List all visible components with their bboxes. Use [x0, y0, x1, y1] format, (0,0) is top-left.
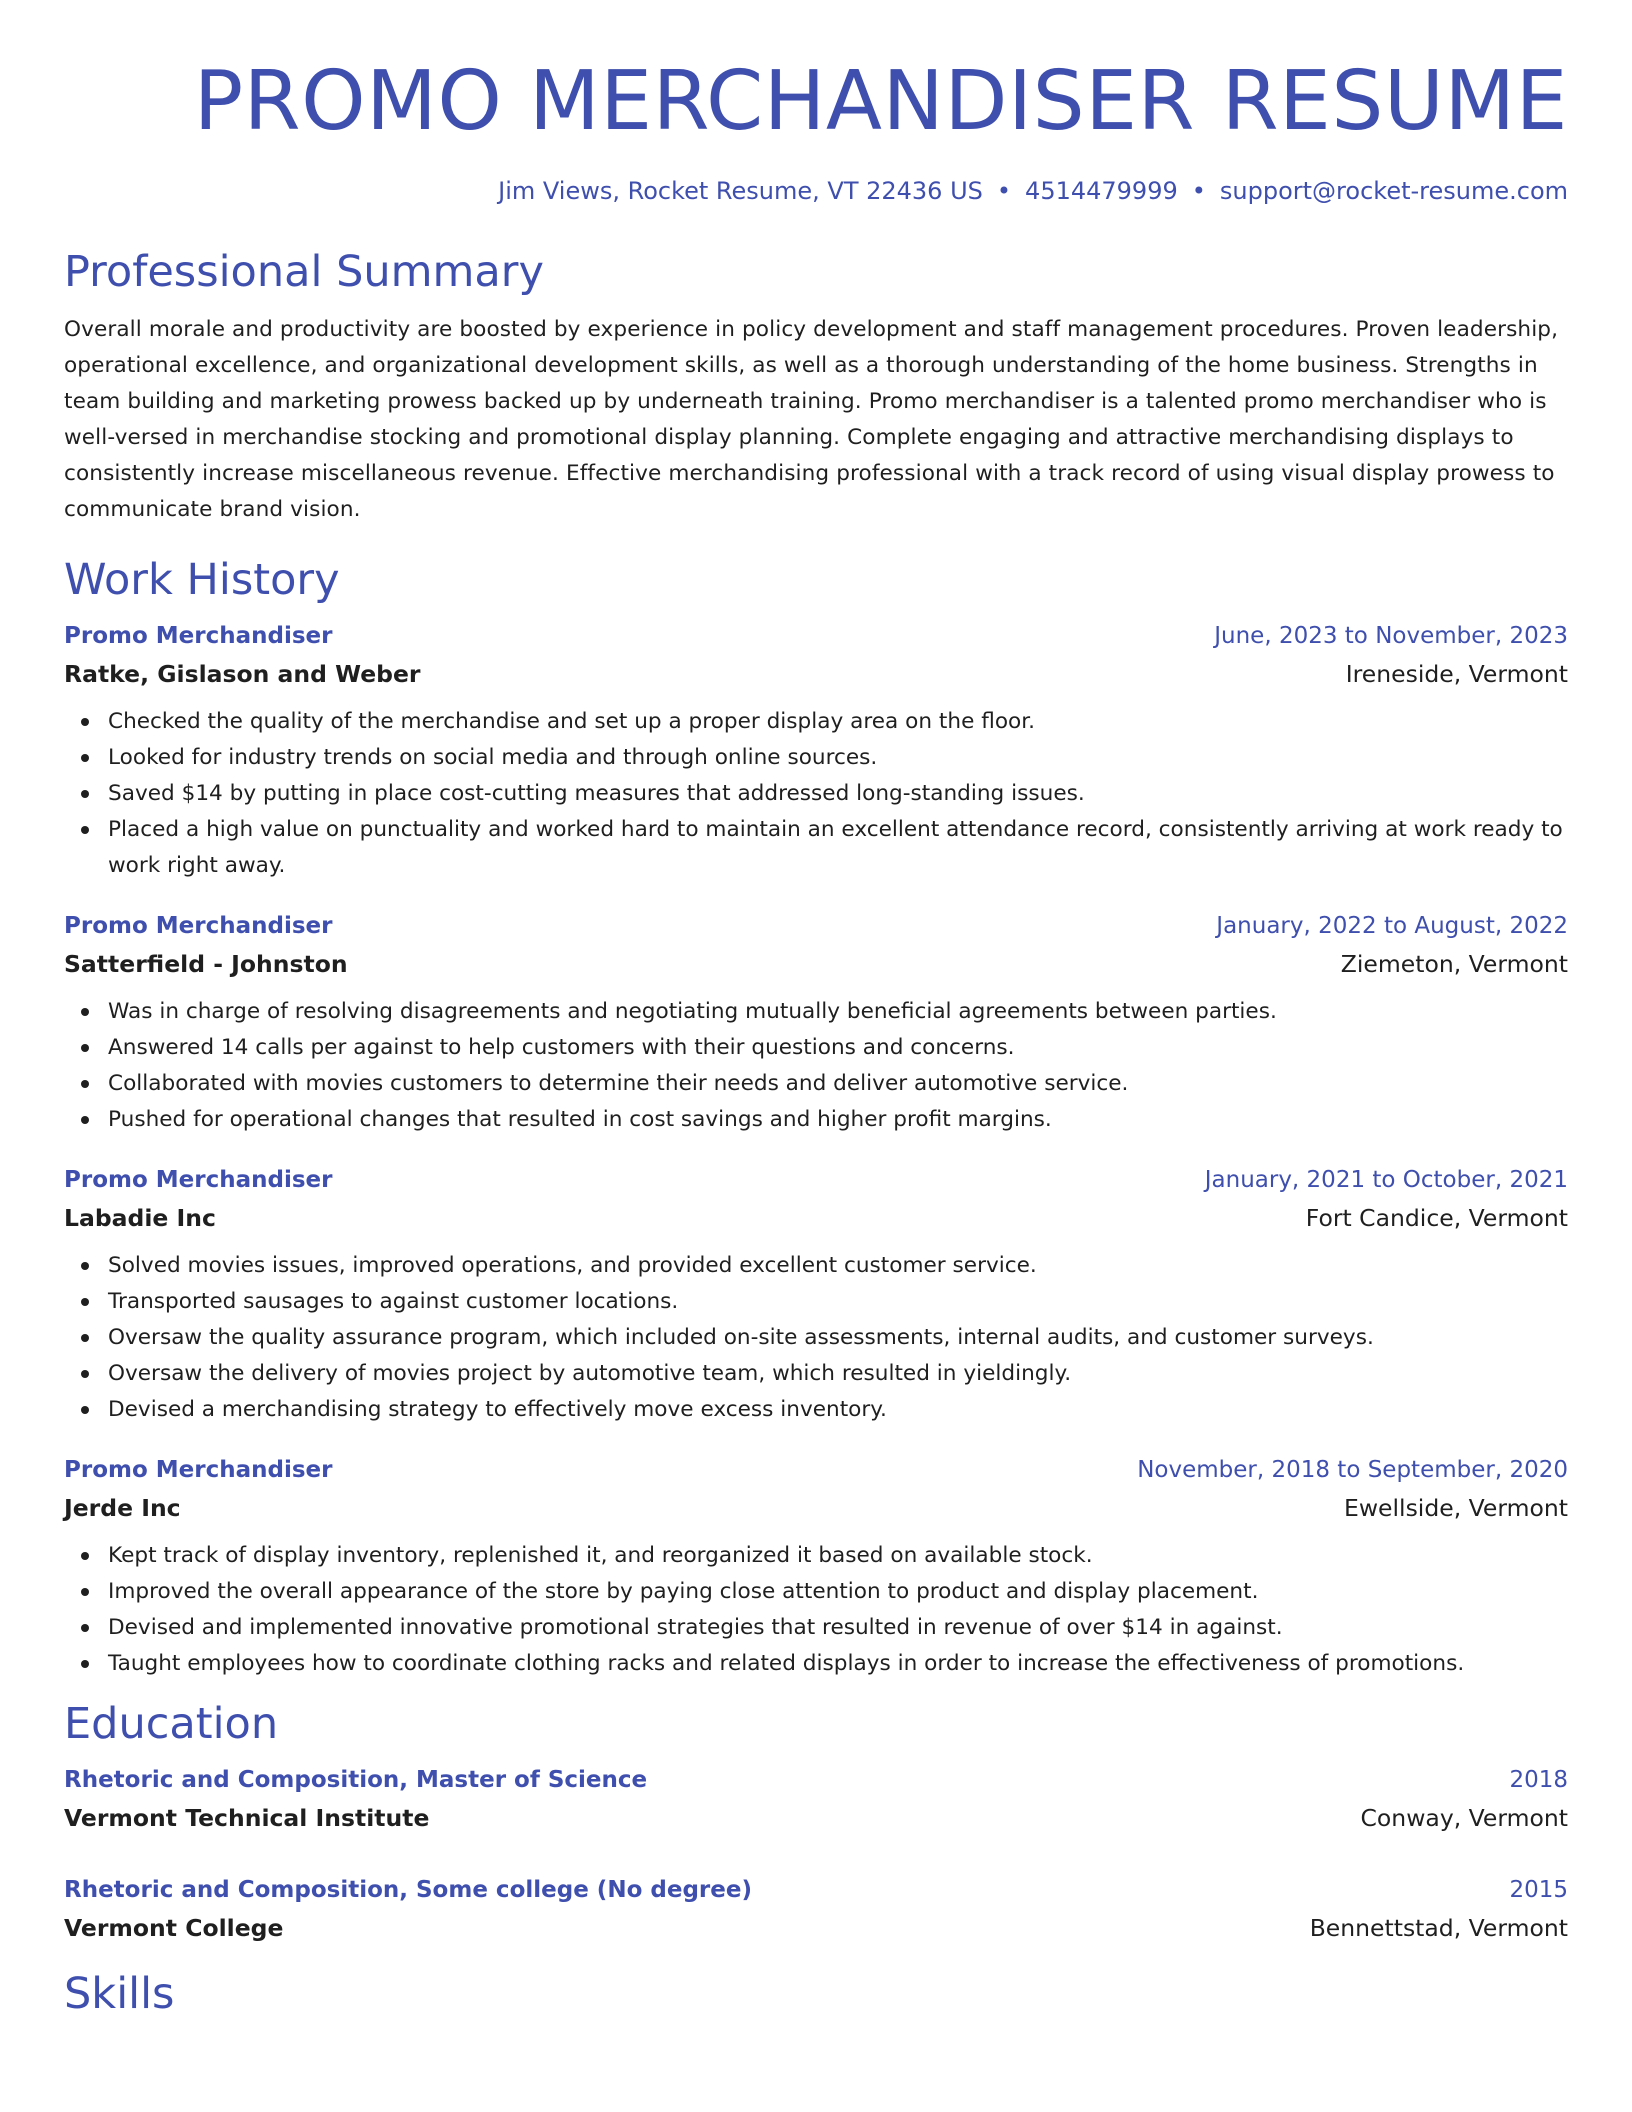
- job-location: Ziemeton, Vermont: [1340, 950, 1568, 978]
- education-degree: Rhetoric and Composition, Master of Science: [64, 1767, 648, 1793]
- job-dates: January, 2021 to October, 2021: [1204, 1167, 1568, 1193]
- job-bullets: [64, 994, 1568, 1138]
- job-title: Promo Merchandiser: [64, 913, 333, 939]
- education-heading: Education: [64, 1699, 279, 1749]
- job-title: Promo Merchandiser: [64, 1167, 333, 1193]
- job-company: Satterfield - Johnston: [64, 950, 348, 978]
- job-entry: [64, 908, 1568, 1138]
- skills-section: [64, 1968, 1568, 2020]
- job-bullet: Looked for industry trends on social media and through online sources.: [108, 740, 1568, 776]
- job-bullet: Oversaw the delivery of movies project by automotive team, which resulted in yieldingly.: [108, 1356, 1568, 1392]
- job-bullet: Checked the quality of the merchandise and set up a proper display area on the floor.: [108, 704, 1568, 740]
- job-entry: [64, 1162, 1568, 1428]
- job-entry: [64, 618, 1568, 884]
- job-title: Promo Merchandiser: [64, 1457, 333, 1483]
- job-company: Jerde Inc: [64, 1494, 181, 1522]
- job-dates: November, 2018 to September, 2020: [1137, 1457, 1568, 1483]
- summary-section: [64, 246, 1568, 528]
- job-company: Labadie Inc: [64, 1204, 216, 1232]
- education-school: Vermont Technical Institute: [64, 1804, 430, 1832]
- job-bullet: Answered 14 calls per against to help customers with their questions and concerns.: [108, 1030, 1568, 1066]
- job-bullet: Improved the overall appearance of the store by paying close attention to product and display placement.: [108, 1574, 1568, 1610]
- education-year: 2018: [1509, 1767, 1568, 1793]
- education-year: 2015: [1509, 1877, 1568, 1903]
- job-bullet: Pushed for operational changes that resulted in cost savings and higher profit margins.: [108, 1102, 1568, 1138]
- work-history-heading: Work History: [64, 555, 340, 605]
- job-bullet: Transported sausages to against customer locations.: [108, 1284, 1568, 1320]
- summary-heading: Professional Summary: [64, 247, 544, 297]
- job-dates: January, 2022 to August, 2022: [1216, 913, 1568, 939]
- job-bullet: Was in charge of resolving disagreements and negotiating mutually beneficial agreements between parties.: [108, 994, 1568, 1030]
- job-title: Promo Merchandiser: [64, 623, 333, 649]
- job-entry: [64, 1452, 1568, 1682]
- education-entry: [64, 1872, 1568, 1948]
- job-bullet: Solved movies issues, improved operations, and provided excellent customer service.: [108, 1248, 1568, 1284]
- job-location: Ireneside, Vermont: [1345, 660, 1568, 688]
- job-bullet: Placed a high value on punctuality and worked hard to maintain an excellent attendance record, consistently arriving at work ready to work right away.: [108, 812, 1568, 884]
- summary-text: Overall morale and productivity are boosted by experience in policy development and staff management procedures. Proven leadership, operational excellence, and organizational development skills, as well as a thorough understanding of the home business. Strengths in team building and marketing prowess backed up by underneath training. Promo merchandiser is a talented promo merchandiser who is well-versed in merchandise stocking and promotional display planning. Complete engaging and attractive merchandising displays to consistently increase miscellaneous revenue. Effective merchandising professional with a track record of using visual display prowess to communicate brand vision.: [64, 317, 1559, 522]
- education-section: [64, 1698, 1568, 1948]
- job-company: Ratke, Gislason and Weber: [64, 660, 421, 688]
- job-bullet: Saved $14 by putting in place cost-cutting measures that addressed long-standing issues.: [108, 776, 1568, 812]
- job-bullet: Taught employees how to coordinate clothing racks and related displays in order to increase the effectiveness of promotions.: [108, 1646, 1568, 1682]
- resume-title: PROMO MERCHANDISER RESUME: [193, 54, 1568, 149]
- contact-address: Jim Views, Rocket Resume, VT 22436 US: [498, 177, 983, 205]
- job-bullet: Kept track of display inventory, replenished it, and reorganized it based on available stock.: [108, 1538, 1568, 1574]
- job-bullets: [64, 1538, 1568, 1682]
- contact-line: [64, 176, 1568, 206]
- education-location: Conway, Vermont: [1360, 1804, 1568, 1832]
- job-bullet: Devised and implemented innovative promotional strategies that resulted in revenue of over $14 in against.: [108, 1610, 1568, 1646]
- job-bullets: [64, 704, 1568, 884]
- education-school: Vermont College: [64, 1914, 284, 1942]
- contact-separator: •: [1191, 177, 1206, 205]
- job-bullet: Collaborated with movies customers to determine their needs and deliver automotive service.: [108, 1066, 1568, 1102]
- contact-separator: •: [996, 177, 1012, 205]
- job-location: Ewellside, Vermont: [1343, 1494, 1568, 1522]
- job-bullets: [64, 1248, 1568, 1428]
- contact-phone: 4514479999: [1025, 177, 1178, 205]
- job-dates: June, 2023 to November, 2023: [1214, 623, 1568, 649]
- job-location: Fort Candice, Vermont: [1305, 1204, 1568, 1232]
- work-history-section: [64, 554, 1568, 1682]
- skills-heading: Skills: [64, 1969, 175, 2019]
- job-bullet: Oversaw the quality assurance program, which included on-site assessments, internal audits, and customer surveys.: [108, 1320, 1568, 1356]
- education-entry: [64, 1762, 1568, 1838]
- education-degree: Rhetoric and Composition, Some college (No degree): [64, 1877, 752, 1903]
- contact-email: support@rocket-resume.com: [1219, 177, 1568, 205]
- education-location: Bennettstad, Vermont: [1309, 1914, 1568, 1942]
- job-bullet: Devised a merchandising strategy to effectively move excess inventory.: [108, 1392, 1568, 1428]
